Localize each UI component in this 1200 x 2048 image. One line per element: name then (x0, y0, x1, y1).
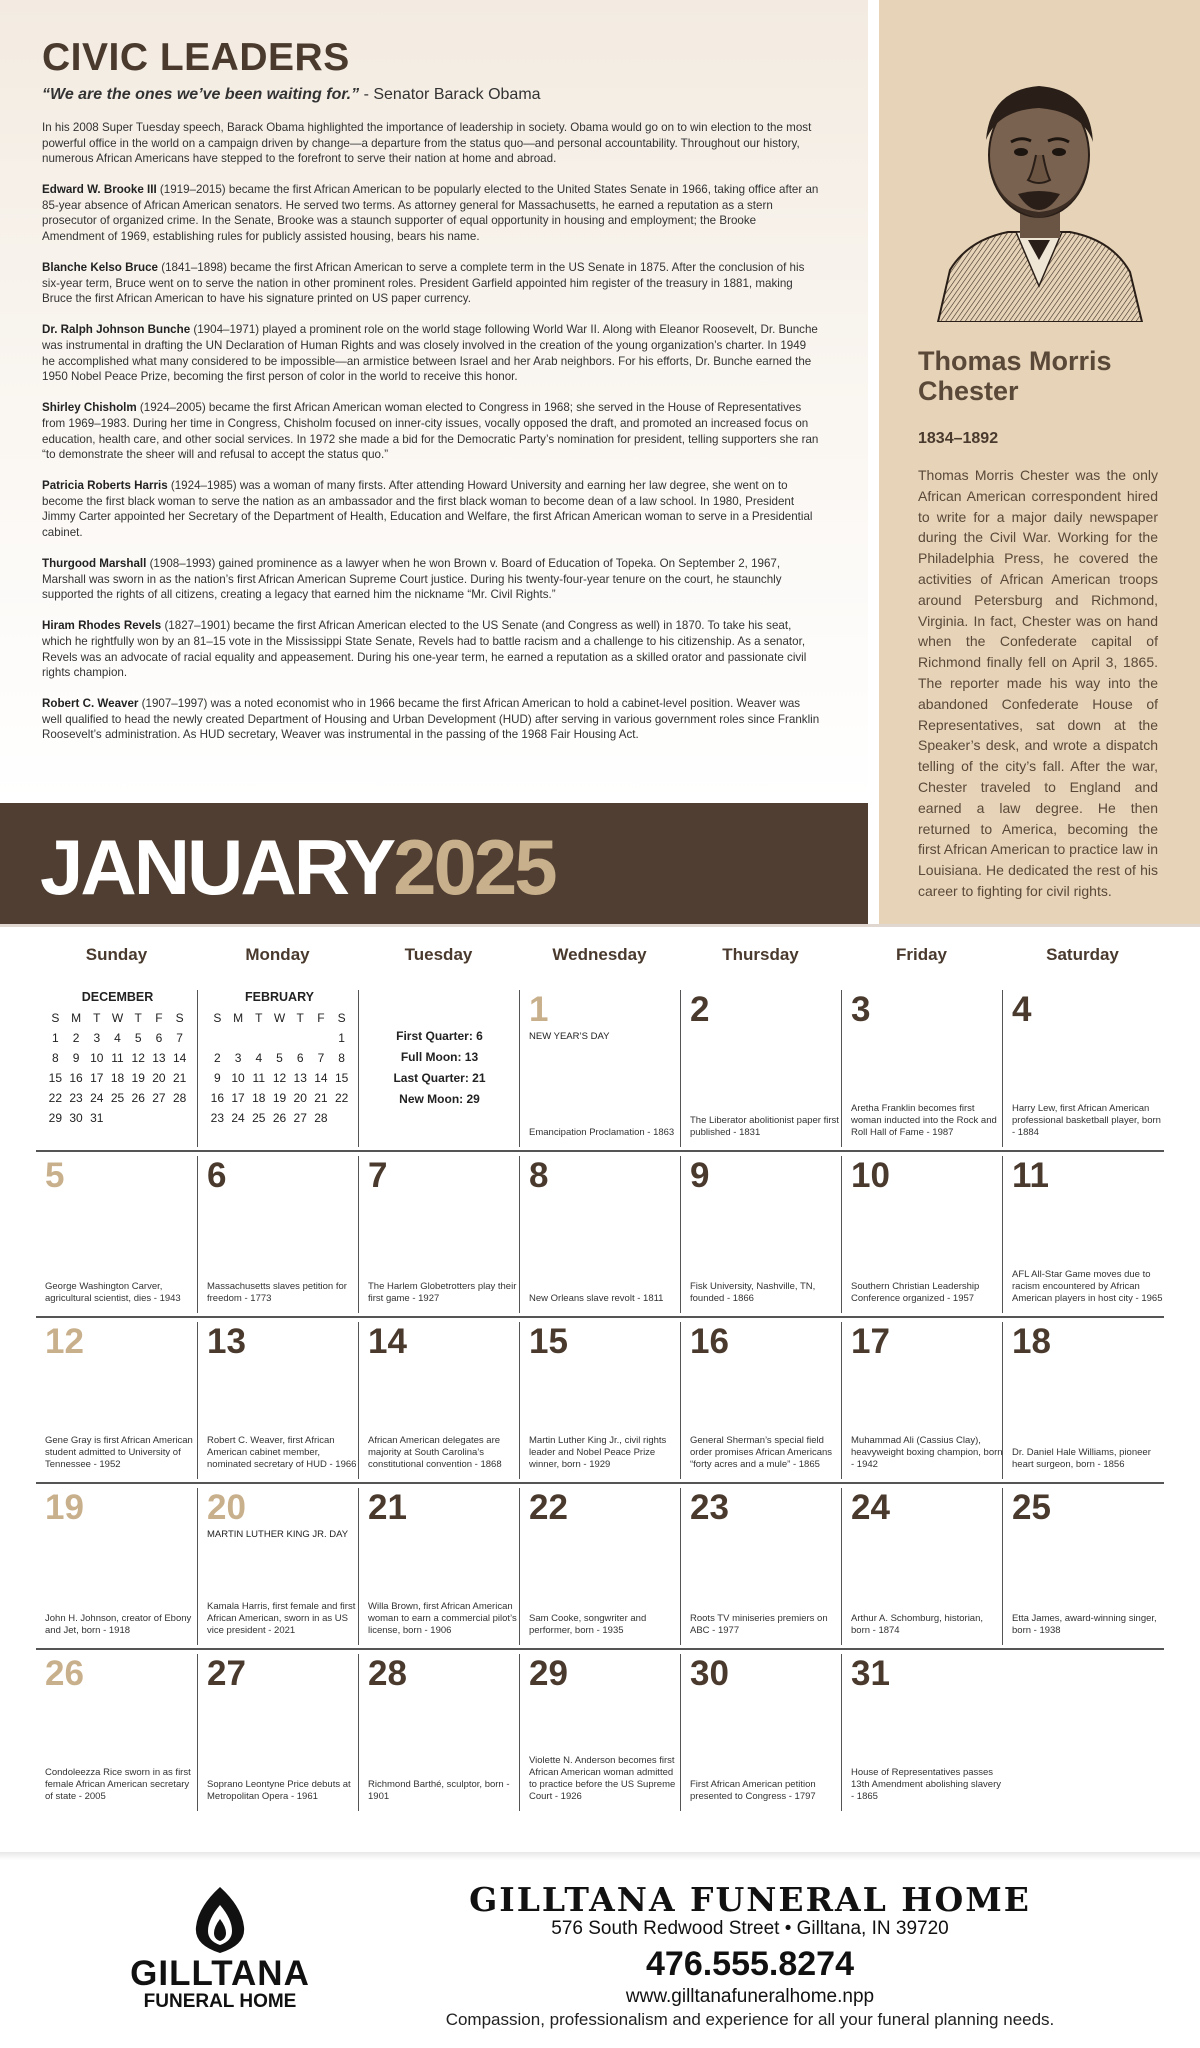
day-event: Kamala Harris, first female and first African American, sworn in as US vice president - 2021 (207, 1601, 356, 1636)
day-number: 6 (207, 1156, 227, 1195)
feature-name (918, 346, 1112, 406)
moon-phase-item: Last Quarter: 21 (393, 1071, 486, 1085)
mini-calendar-days (45, 1010, 190, 1126)
mini-day: 7 (317, 1051, 325, 1065)
day-cell (358, 1488, 519, 1645)
mini-day: 8 (52, 1051, 59, 1065)
day-number: 30 (690, 1654, 729, 1693)
mini-day (107, 1110, 128, 1126)
leader-text: (1841–1898) became the first African American to serve a complete term in the US Senate in 1875. After the conclusion of his six-year term, Bruce went on to serve the nation in other prominent roles. President Garfield appointed him register of the treasury in 1881, making Bruce the first African American to have his signature printed on US paper currency. (42, 261, 805, 306)
day-event: Etta James, award-winning singer, born - 1938 (1012, 1613, 1157, 1636)
feature-bio: Thomas Morris Chester was the only African American correspondent hired to write for a major daily newspaper during the Civil War. Working for the Philadelphia Press, he covered the activities of African American troops around Petersburg and Richmond, Virginia. In fact, Chester was on hand when the Confederate capital of Richmond finally fell on April 3, 1865. The reporter made his way into the abandoned Confederate House of Representatives, sat down at the Speaker’s desk, and wrote a dispatch telling of the city’s fall. After the war, Chester traveled to England and earned a law degree. He then returned to America, becoming the first African American to practice law in Louisiana. He dedicated the rest of his career to fighting for civil rights. (918, 467, 1158, 899)
day-cell (841, 1654, 1002, 1811)
mini-calendar-mini_prev (45, 990, 190, 1126)
leader-name: Dr. Ralph Johnson Bunche (42, 323, 191, 337)
mini-day: 6 (296, 1051, 304, 1065)
day-number: 14 (368, 1322, 407, 1361)
day-cell (680, 1488, 841, 1645)
day-number: 10 (851, 1156, 890, 1195)
mini-weekday: F (155, 1011, 163, 1025)
moon-phase-item: First Quarter: 6 (396, 1029, 483, 1043)
mini-day: 20 (152, 1071, 166, 1085)
article-body (42, 120, 820, 759)
day-cell (197, 1654, 358, 1811)
day-event: Robert C. Weaver, first African American cabinet member, nominated secretary of HUD - 1966 (207, 1435, 357, 1470)
day-cell (680, 1654, 841, 1811)
leader-text: (1924–2005) became the first African American woman elected to Congress in 1968; she served in the House of Representatives from 1969–1983. During her time in Congress, Chisholm focused on inner-city issues, vocally opposed the draft, and promoted an increased focus on education, health care, and other social services. In 1972 she made a bid for the Democratic Party’s nomination for president, telling supporters she ran “to demonstrate the sheer will and refusal to accept the status quo.” (42, 401, 819, 462)
section-divider (0, 924, 1200, 927)
day-number: 11 (1012, 1156, 1049, 1195)
mini-day: 9 (72, 1051, 80, 1065)
day-event: Fisk University, Nashville, TN, founded - 1866 (690, 1281, 816, 1304)
leader-paragraph (42, 556, 820, 603)
mini-weekday: S (213, 1011, 222, 1025)
day-number: 27 (207, 1654, 246, 1693)
intro-paragraph: In his 2008 Super Tuesday speech, Barack Obama highlighted the importance of leadership in society. Obama would go on to win election to the most powerful office in the world on a campaign driven by change—a departure from the status quo—and personal accountability. Throughout our history, numerous African Americans have stepped to the forefront to serve their nation at home and abroad. (42, 121, 812, 166)
day-cell (519, 1322, 680, 1479)
day-event: Willa Brown, first African American woman to earn a commercial pilot’s license, born - 1906 (368, 1601, 517, 1636)
day-event: Condoleezza Rice sworn in as first female African American secretary of state - 2005 (45, 1767, 191, 1802)
day-cell (36, 1322, 197, 1479)
day-cell (519, 1488, 680, 1645)
leader-name: Hiram Rhodes Revels (42, 619, 162, 633)
mini-day: 15 (334, 1071, 349, 1085)
mini-day (331, 1110, 352, 1126)
day-cell (680, 990, 841, 1147)
mini-day: 12 (272, 1071, 287, 1085)
mini-day: 13 (152, 1051, 166, 1065)
mini-weekday: S (175, 1011, 184, 1025)
leader-name: Blanche Kelso Bruce (42, 261, 158, 275)
day-number: 1 (529, 990, 549, 1029)
day-event: First African American petition presented to Congress - 1797 (690, 1779, 816, 1802)
mini-day (207, 1030, 228, 1046)
day-event: African American delegates are majority at South Carolina’s constitutional convention - 1868 (368, 1435, 502, 1470)
mini-day: 1 (338, 1031, 345, 1045)
leader-text: (1908–1993) gained prominence as a lawyer when he won Brown v. Board of Education of Topeka. On September 2, 1967, Marshall was sworn in as the nation’s first African American Supreme Court justice. During his twenty-four-year tenure on the court, he staunchly supported the rights of all citizens, creating a legacy that earned him the nickname “Mr. Civil Rights.” (42, 557, 782, 602)
year: 2025 (393, 823, 555, 911)
leader-paragraph (42, 260, 820, 307)
mini-day: 5 (134, 1031, 142, 1045)
mini-day: 2 (214, 1051, 221, 1065)
day-number: 29 (529, 1654, 568, 1693)
day-event: Emancipation Proclamation - 1863 (529, 1127, 675, 1138)
day-cell (1002, 990, 1163, 1147)
day-cell (519, 1156, 680, 1313)
week-separator (36, 1648, 1164, 1650)
day-event: Arthur A. Schomburg, historian, born - 1874 (851, 1613, 984, 1636)
day-event: Roots TV miniseries premiers on ABC - 1977 (690, 1613, 828, 1636)
mini-day: 16 (210, 1091, 225, 1105)
day-number: 8 (529, 1156, 549, 1195)
day-cell (358, 1322, 519, 1479)
mini-calendar-mini_next (207, 990, 352, 1126)
business-tagline: Compassion, professionalism and experience for all your funeral planning needs. (445, 2010, 1055, 2029)
mini-weekday: S (51, 1011, 60, 1025)
moon-phases (359, 1026, 520, 1110)
mini-day: 28 (314, 1111, 328, 1125)
day-event: AFL All-Star Game moves due to racism encountered by African American players in host city - 1965 (1012, 1269, 1163, 1304)
day-cell (36, 1488, 197, 1645)
day-event: Sam Cooke, songwriter and performer, born - 1935 (529, 1613, 647, 1636)
leader-name: Patricia Roberts Harris (42, 479, 168, 493)
day-cell (1002, 1156, 1163, 1313)
mini-day: 3 (93, 1031, 101, 1045)
mini-weekday: W (273, 1011, 286, 1025)
weekday-header: Friday (895, 945, 948, 964)
mini-day: 7 (176, 1031, 183, 1045)
mini-day: 21 (314, 1091, 328, 1105)
mini-day: 11 (252, 1071, 266, 1085)
leader-paragraph (42, 400, 820, 462)
feature-name-line2: Chester (918, 376, 1019, 406)
day-cell (197, 1156, 358, 1313)
day-event: Violette N. Anderson becomes first African American woman admitted to practice before the US Supreme Court - 1926 (529, 1755, 676, 1802)
logo-subtitle: FUNERAL HOME (143, 1991, 297, 2012)
day-number: 22 (529, 1488, 568, 1527)
mini-weekday: T (134, 1011, 142, 1025)
mini-day: 4 (114, 1031, 121, 1045)
mini-day: 3 (234, 1051, 242, 1065)
mini-day: 23 (210, 1111, 225, 1125)
mini-day (269, 1030, 290, 1046)
portrait-image (928, 60, 1150, 322)
mini-day: 28 (172, 1091, 187, 1105)
quote-attribution: - Senator Barack Obama (359, 86, 541, 103)
moon-phase-item: New Moon: 29 (399, 1092, 480, 1106)
day-number: 13 (207, 1322, 246, 1361)
mini-day: 17 (231, 1091, 245, 1105)
leader-paragraph (42, 182, 820, 244)
day-number: 17 (851, 1322, 890, 1361)
day-event: The Harlem Globetrotters play their first game - 1927 (368, 1281, 517, 1304)
mini-day: 19 (131, 1071, 145, 1085)
mini-day: 14 (172, 1051, 187, 1065)
business-website[interactable]: www.gilltanafuneralhome.npp (625, 1986, 875, 2007)
mini-calendar-title: FEBRUARY (245, 990, 314, 1004)
day-cell (358, 1156, 519, 1313)
day-event: Martin Luther King Jr., civil rights leader and Nobel Peace Prize winner, born - 1929 (529, 1435, 667, 1470)
footer-separator (0, 1852, 1200, 1860)
mini-day: 23 (69, 1091, 83, 1105)
mini-day (248, 1030, 269, 1046)
mini-weekday: T (296, 1011, 304, 1025)
feature-name-line1: Thomas Morris (918, 346, 1112, 376)
mini-day: 10 (90, 1051, 104, 1065)
leader-name: Shirley Chisholm (42, 401, 137, 415)
weekday-header: Thursday (722, 945, 799, 964)
leader-paragraph (42, 322, 820, 384)
mini-day: 26 (272, 1111, 287, 1125)
day-number: 3 (851, 990, 871, 1029)
day-number: 20 (207, 1488, 246, 1527)
day-number: 16 (690, 1322, 729, 1361)
page-title: CIVIC LEADERS (42, 36, 350, 79)
mini-day: 24 (90, 1091, 104, 1105)
week-separator (36, 1150, 1164, 1152)
day-cell (841, 1488, 1002, 1645)
mini-weekday: M (71, 1011, 82, 1025)
mini-day: 4 (255, 1051, 263, 1065)
mini-day: 25 (110, 1091, 125, 1105)
day-cell (1002, 1488, 1163, 1645)
day-event: John H. Johnson, creator of Ebony and Jet, born - 1918 (45, 1613, 192, 1636)
mini-day: 19 (272, 1091, 287, 1105)
day-cell (841, 1322, 1002, 1479)
day-number: 12 (45, 1322, 84, 1361)
mini-day: 26 (131, 1091, 145, 1105)
mini-day (149, 1110, 170, 1126)
mini-calendar-cell (197, 990, 358, 1147)
day-cell (841, 1156, 1002, 1313)
day-cell (1002, 1322, 1163, 1479)
day-event: Massachusetts slaves petition for freedom - 1773 (207, 1281, 347, 1304)
leader-name: Thurgood Marshall (42, 557, 147, 571)
leader-name: Edward W. Brooke III (42, 183, 157, 197)
day-event: George Washington Carver, agricultural scientist, dies - 1943 (45, 1281, 181, 1304)
month-title (40, 822, 555, 912)
mini-day: 29 (48, 1111, 63, 1125)
mini-day: 11 (111, 1051, 124, 1065)
leader-text: (1827–1901) became the first African American elected to the US Senate (and Congress as well) in 1870. To take his seat, which he rightfully won by an 81–15 vote in the Mississippi State Senate, Revels had to battle racism and a challenge to his citizenship. As a senator, Revels was an advocate of racial equality and appeasement. During his one-year term, he earned a reputation as a skilled orator and passionate civil rights champion. (42, 619, 807, 680)
mini-day: 27 (293, 1111, 307, 1125)
day-event: New Orleans slave revolt - 1811 (529, 1293, 664, 1304)
mini-day: 13 (293, 1071, 307, 1085)
weekday-header: Monday (245, 945, 310, 964)
day-number: 15 (529, 1322, 568, 1361)
mini-weekday: F (317, 1011, 325, 1025)
mini-weekday: M (233, 1011, 244, 1025)
mini-day (311, 1030, 332, 1046)
day-number: 25 (1012, 1488, 1051, 1527)
day-cell (197, 1322, 358, 1479)
day-event: Harry Lew, first African American professional basketball player, born - 1884 (1012, 1103, 1161, 1138)
day-number: 18 (1012, 1322, 1051, 1361)
day-event: Soprano Leontyne Price debuts at Metropolitan Opera - 1961 (207, 1779, 351, 1802)
day-number: 2 (690, 990, 710, 1029)
mini-day: 22 (334, 1091, 349, 1105)
mini-day: 27 (152, 1091, 166, 1105)
day-event: Southern Christian Leadership Conference organized - 1957 (851, 1281, 980, 1304)
weekday-header: Wednesday (552, 945, 647, 964)
day-event: Muhammad Ali (Cassius Clay), heavyweight boxing champion, born - 1942 (851, 1435, 1003, 1470)
leader-text: (1919–2015) became the first African American to be popularly elected to the United States Senate in 1966, taking office after an 85-year absence of African American senators. He served two terms. As attorney general for Massachusetts, he earned a reputation as a stern prosecutor of organized crime. In the Senate, Brooke was a staunch supporter of equal opportunity in housing and employment; the Brooke Amendment of 1969, establishing rules for publicly assisted housing, bears his name. (42, 183, 819, 244)
day-event: General Sherman’s special field order promises African Americans “forty acres and a mule” - 1865 (690, 1435, 833, 1470)
business-phone[interactable]: 476.555.8274 (646, 1945, 854, 1983)
holiday-label: MARTIN LUTHER KING JR. DAY (207, 1529, 349, 1540)
leader-text: (1907–1997) was a noted economist who in 1966 became the first African American to hold a cabinet-level position. Weaver was well qualified to head the newly created Department of Housing and Urban Development (HUD) after serving in various government roles since Franklin Roosevelt’s administration. As HUD secretary, Weaver was instrumental in the passing of the 1968 Fair Housing Act. (42, 697, 820, 742)
mini-day (228, 1030, 249, 1046)
moon-phase-cell (358, 990, 519, 1147)
day-cell (680, 1322, 841, 1479)
day-cell (36, 1156, 197, 1313)
mini-day: 17 (90, 1071, 104, 1085)
business-name: GILLTANA FUNERAL HOME (469, 1880, 1031, 1919)
mini-day: 9 (214, 1071, 221, 1085)
mini-weekday: T (255, 1011, 263, 1025)
day-event: The Liberator abolitionist paper first published - 1831 (690, 1115, 839, 1138)
day-cell (197, 1488, 358, 1645)
day-number: 4 (1012, 990, 1032, 1029)
leader-text: (1924–1985) was a woman of many firsts. After attending Howard University and earning her law degree, she went on to become the first black woman to serve the nation as an ambassador and the first black woman to become dean of a law school. In 1980, President Jimmy Carter appointed her Secretary of the Department of Health, Education and Welfare, the first African American woman to serve in a Presidential cabinet. (42, 479, 813, 539)
week-separator (36, 1482, 1164, 1484)
mini-day: 18 (252, 1091, 266, 1105)
holiday-label: NEW YEAR’S DAY (529, 1031, 610, 1042)
leader-text: (1904–1971) played a prominent role on the world stage following World War II. Along with Eleanor Roosevelt, Dr. Bunche was instrumental in drafting the UN Declaration of Human Rights and was closely involved in the creation of the young organization’s charter. In 1949 he accomplished what many considered to be impossible—an armistice between Israel and her Arab neighbors. For his efforts, Dr. Bunche earned the 1950 Nobel Peace Prize, becoming the first person of color in the world to receive this honor. (42, 323, 818, 384)
day-number: 24 (851, 1488, 890, 1527)
mini-weekday: T (93, 1011, 101, 1025)
day-number: 9 (690, 1156, 710, 1195)
quote (42, 86, 541, 104)
day-number: 21 (368, 1488, 407, 1527)
mini-day: 12 (131, 1051, 145, 1065)
mini-day (128, 1110, 149, 1126)
leader-paragraph (42, 618, 820, 680)
mini-calendar-cell (36, 990, 197, 1147)
day-event: Aretha Franklin becomes first woman inducted into the Rock and Roll Hall of Fame - 1987 (851, 1103, 997, 1138)
mini-day: 6 (155, 1031, 163, 1045)
mini-day: 20 (293, 1091, 307, 1105)
week-separator (36, 1316, 1164, 1318)
day-number: 23 (690, 1488, 729, 1527)
mini-day: 18 (110, 1071, 125, 1085)
weekday-header: Sunday (85, 945, 148, 964)
mini-calendar-title: DECEMBER (81, 990, 154, 1004)
feature-dates: 1834–1892 (918, 430, 999, 447)
mini-day: 24 (231, 1111, 245, 1125)
mini-day: 25 (252, 1111, 266, 1125)
leader-paragraph (42, 696, 820, 743)
mini-weekday: S (337, 1011, 346, 1025)
mini-day: 8 (338, 1051, 345, 1065)
weekday-header: Saturday (1046, 945, 1119, 964)
logo-wordmark: GILLTANA (130, 1954, 310, 1993)
day-number: 19 (45, 1488, 84, 1527)
day-number: 5 (45, 1156, 65, 1195)
leader-name: Robert C. Weaver (42, 697, 139, 711)
day-number: 31 (851, 1654, 890, 1693)
moon-phase-item: Full Moon: 13 (400, 1050, 479, 1064)
mini-day: 16 (69, 1071, 83, 1085)
day-cell (36, 1654, 197, 1811)
business-address: 576 South Redwood Street • Gilltana, IN 39720 (551, 1918, 949, 1939)
day-event: Dr. Daniel Hale Williams, pioneer heart surgeon, born - 1856 (1012, 1447, 1151, 1470)
mini-day: 10 (231, 1071, 245, 1085)
mini-day: 5 (276, 1051, 283, 1065)
mini-day: 31 (90, 1111, 104, 1125)
day-cell (358, 1654, 519, 1811)
day-number: 7 (368, 1156, 388, 1195)
mini-day: 2 (72, 1031, 80, 1045)
day-event: House of Representatives passes 13th Amendment abolishing slavery - 1865 (851, 1767, 1001, 1802)
quote-text: “We are the ones we’ve been waiting for.” (42, 86, 360, 103)
day-cell (841, 990, 1002, 1147)
day-number: 26 (45, 1654, 84, 1693)
day-cell (680, 1156, 841, 1313)
weekday-header: Tuesday (404, 945, 473, 964)
mini-day: 22 (48, 1091, 63, 1105)
day-cell (519, 1654, 680, 1811)
mini-day: 1 (52, 1031, 59, 1045)
mini-calendar-days (207, 1010, 352, 1126)
month-name: JANUARY (40, 823, 394, 911)
day-cell (519, 990, 680, 1147)
day-event: Richmond Barthé, sculptor, born - 1901 (368, 1779, 510, 1802)
mini-day: 14 (314, 1071, 328, 1085)
mini-day (290, 1030, 311, 1046)
mini-day: 21 (172, 1071, 187, 1085)
mini-day (169, 1110, 190, 1126)
mini-weekday: W (111, 1011, 124, 1025)
mini-day: 15 (48, 1071, 63, 1085)
day-number: 28 (368, 1654, 407, 1693)
leader-paragraph (42, 478, 820, 540)
mini-day: 30 (69, 1111, 83, 1125)
day-event: Gene Gray is first African American student admitted to University of Tennessee - 1952 (45, 1435, 193, 1470)
